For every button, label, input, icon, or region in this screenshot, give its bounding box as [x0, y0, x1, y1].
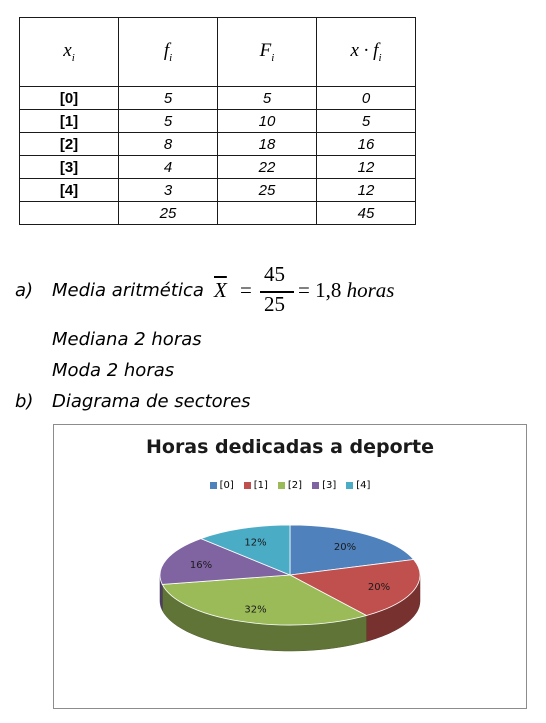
pie-chart-canvas — [54, 425, 526, 708]
cell-F: 5 — [218, 87, 317, 110]
table-row — [20, 156, 416, 179]
legend-item — [312, 480, 336, 491]
cell-F — [218, 202, 317, 225]
pie-data-label: 20% — [333, 541, 357, 553]
cell-xf: 0 — [317, 87, 416, 110]
legend-item — [346, 480, 370, 491]
moda-text: Moda 2 horas — [52, 360, 175, 381]
legend-label: [4] — [356, 480, 371, 491]
formula-xbar: $\overline{X}$ — [214, 278, 227, 302]
cell-xf: 5 — [317, 110, 416, 133]
formula-result: = 1,8 horas — [298, 278, 395, 302]
cell-f: 25 — [119, 202, 218, 225]
legend-label: [1] — [253, 480, 268, 491]
pie-chart — [53, 424, 527, 709]
formula-equals: = — [240, 278, 252, 302]
header-xi-fi: $x \cdot f_i$ — [317, 18, 416, 87]
cell-F: 10 — [218, 110, 317, 133]
header-fi: $f_i$ — [119, 18, 218, 87]
cell-f: 5 — [119, 87, 218, 110]
frequency-table — [19, 17, 416, 225]
formula-denominator: 25 — [264, 292, 285, 316]
cell-xf: 12 — [317, 156, 416, 179]
formula-numerator: 45 — [264, 262, 285, 286]
table-row — [20, 133, 416, 156]
legend-swatch — [244, 482, 251, 489]
cell-F: 25 — [218, 179, 317, 202]
cell-xf: 16 — [317, 133, 416, 156]
table-row — [20, 179, 416, 202]
cell-f: 5 — [119, 110, 218, 133]
cell-x: [4] — [20, 179, 119, 202]
legend-item — [278, 480, 302, 491]
legend-swatch — [278, 482, 285, 489]
cell-F: 22 — [218, 156, 317, 179]
pie-data-label: 20% — [367, 582, 391, 594]
table-header-row — [20, 18, 416, 87]
item-b-marker: b) — [15, 391, 34, 412]
legend-label: [2] — [287, 480, 303, 491]
cell-x: [0] — [20, 87, 119, 110]
legend-item — [210, 480, 234, 491]
cell-f: 4 — [119, 156, 218, 179]
chart-legend — [54, 480, 526, 491]
cell-F: 18 — [218, 133, 317, 156]
diagrama-label: Diagrama de sectores — [52, 391, 251, 412]
media-label: Media aritmética — [52, 280, 204, 301]
mediana-text: Mediana 2 horas — [52, 329, 202, 350]
chart-title: Horas dedicadas a deporte — [145, 436, 434, 458]
cell-xf: 12 — [317, 179, 416, 202]
pie-data-label: 12% — [244, 537, 267, 549]
table-row — [20, 87, 416, 110]
legend-label: [3] — [322, 480, 337, 491]
header-xi: $x_i$ — [20, 18, 119, 87]
legend-item — [244, 480, 268, 491]
cell-f: 8 — [119, 133, 218, 156]
cell-x: [3] — [20, 156, 119, 179]
legend-label: [0] — [219, 480, 234, 491]
pie-data-label: 16% — [189, 559, 213, 571]
legend-swatch — [210, 482, 217, 489]
table-row — [20, 202, 416, 225]
legend-swatch — [346, 482, 353, 489]
header-Fi: $F_i$ — [218, 18, 317, 87]
cell-x — [20, 202, 119, 225]
cell-f: 3 — [119, 179, 218, 202]
item-a-marker: a) — [15, 280, 34, 301]
cell-xf: 45 — [317, 202, 416, 225]
table-row — [20, 110, 416, 133]
pie-data-label: 32% — [244, 604, 267, 616]
cell-x: [1] — [20, 110, 119, 133]
legend-swatch — [312, 482, 319, 489]
cell-x: [2] — [20, 133, 119, 156]
